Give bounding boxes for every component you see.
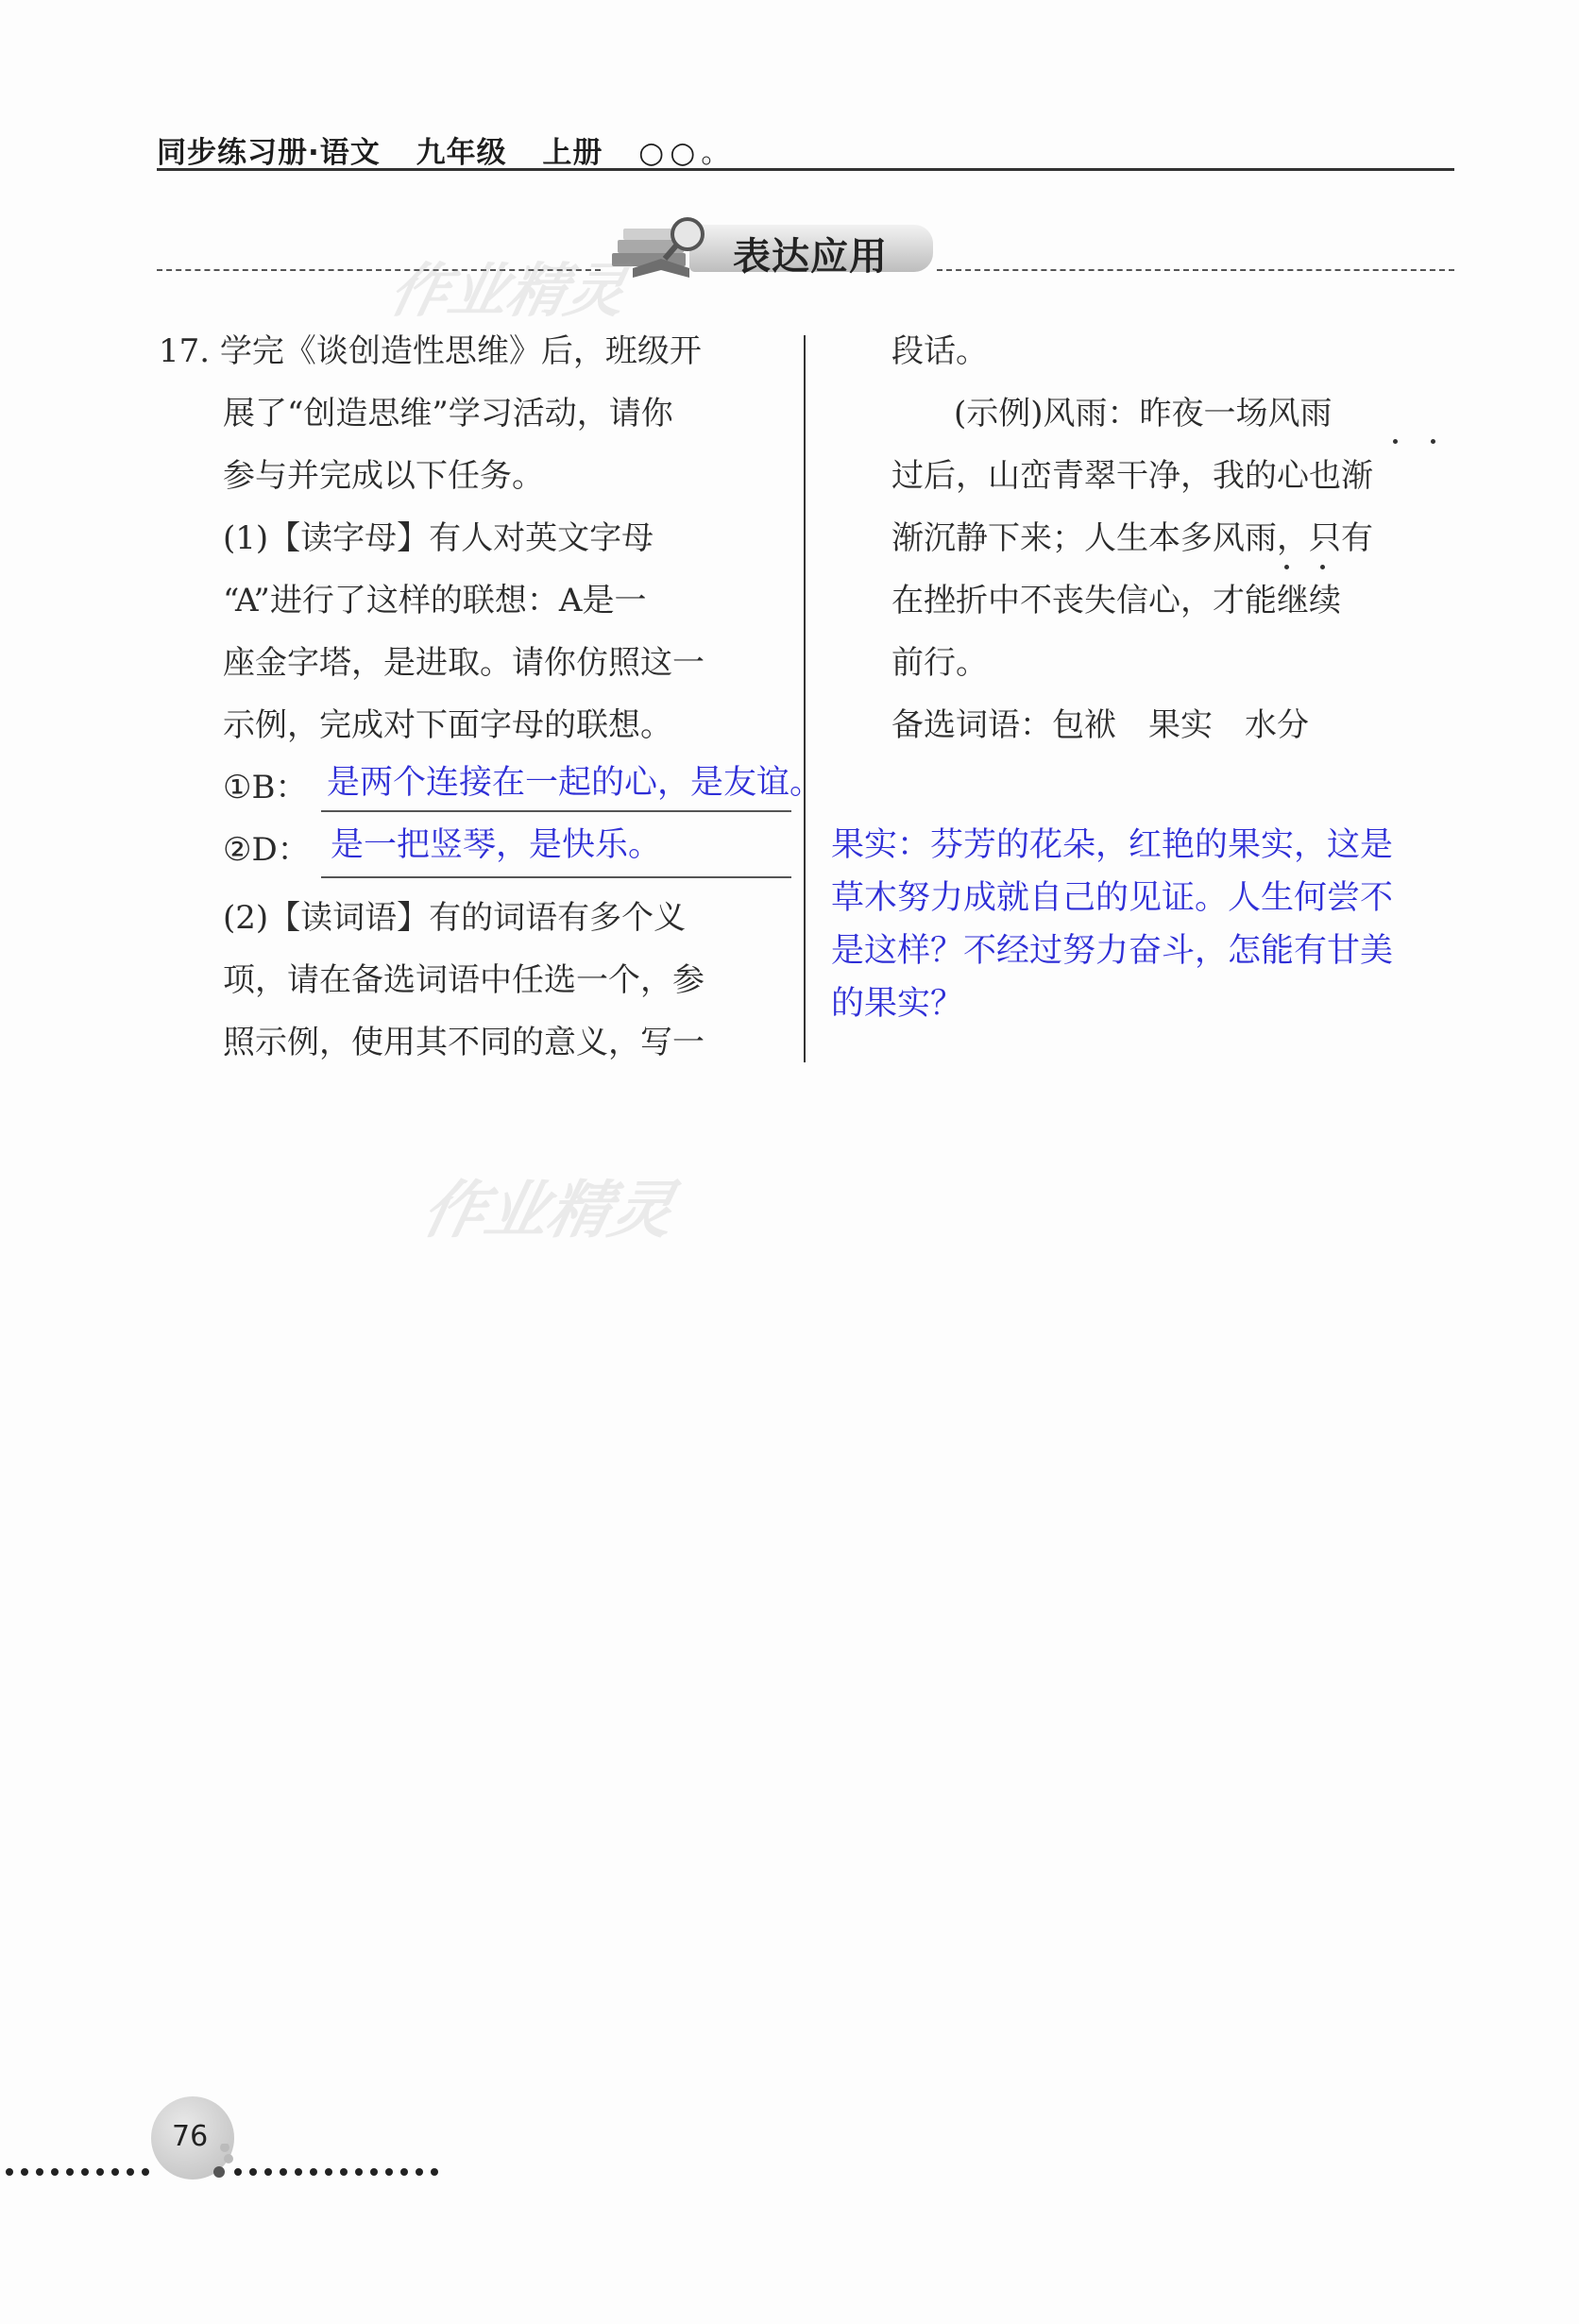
grade-label: 九年级	[416, 136, 507, 170]
right-line-1: 段话。	[891, 332, 988, 370]
word-options: 备选词语：包袱 果实 水分	[891, 706, 1309, 744]
right-line-2: (示例)风雨：昨夜一场风雨	[954, 395, 1333, 433]
question-line-1: 17. 学完《谈创造性思维》后，班级开	[159, 332, 702, 370]
volume-label: 上册	[542, 136, 603, 170]
column-divider	[804, 335, 806, 1062]
answer-b-underline	[321, 810, 791, 812]
answer-paragraph-line-1: 果实：芬芳的花朵，红艳的果实，这是	[831, 826, 1394, 864]
item-b-label: ①B：	[223, 769, 308, 806]
answer-d: 是一把竖琴，是快乐。	[331, 826, 662, 864]
answer-paragraph-line-2: 草木努力成就自己的见证。人生何尝不	[831, 879, 1394, 917]
right-line-6: 前行。	[891, 644, 988, 682]
question-line-2: 展了“创造思维”学习活动，请你	[223, 395, 673, 433]
item-d-label: ②D：	[223, 831, 310, 869]
dashed-rule-right	[937, 269, 1454, 271]
watermark-middle: 作业精灵	[416, 1174, 681, 1247]
question-line-10: 照示例，使用其不同的意义，写一	[223, 1024, 705, 1061]
question-line-6: 座金字塔，是进取。请你仿照这一	[223, 644, 705, 682]
emphasis-dot	[1431, 439, 1435, 444]
right-line-5: 在挫折中不丧失信心，才能继续	[891, 582, 1341, 619]
footer-dotted-line	[0, 2144, 453, 2181]
header-dots: ○○。	[638, 136, 737, 170]
question-line-5: “A”进行了这样的联想：A是一	[223, 582, 647, 619]
answer-d-underline	[321, 876, 791, 878]
right-line-3: 过后，山峦青翠干净，我的心也渐	[891, 457, 1373, 495]
emphasis-dot	[1284, 565, 1289, 569]
page-number: 76	[172, 2120, 209, 2153]
series-title: 同步练习册·语文	[157, 136, 381, 170]
answer-b: 是两个连接在一起的心，是友谊。	[327, 764, 823, 802]
question-line-8: (2)【读词语】有的词语有多个义	[223, 899, 687, 937]
question-line-7: 示例，完成对下面字母的联想。	[223, 706, 672, 744]
emphasis-dot	[1320, 565, 1325, 569]
question-line-4: (1)【读字母】有人对英文字母	[223, 519, 654, 557]
question-line-9: 项，请在备选词语中任选一个，参	[223, 961, 705, 999]
question-line-3: 参与并完成以下任务。	[223, 457, 544, 495]
section-title: 表达应用	[733, 235, 888, 279]
running-header	[157, 128, 760, 171]
emphasis-dot	[1393, 439, 1398, 444]
watermark-top: 作业精灵	[383, 256, 633, 325]
header-rule	[157, 168, 1454, 171]
right-line-4: 渐沉静下来；人生本多风雨，只有	[891, 519, 1373, 557]
answer-paragraph-line-4: 的果实？	[831, 985, 964, 1023]
answer-paragraph-line-3: 是这样？不经过努力奋斗，怎能有甘美	[831, 932, 1394, 970]
